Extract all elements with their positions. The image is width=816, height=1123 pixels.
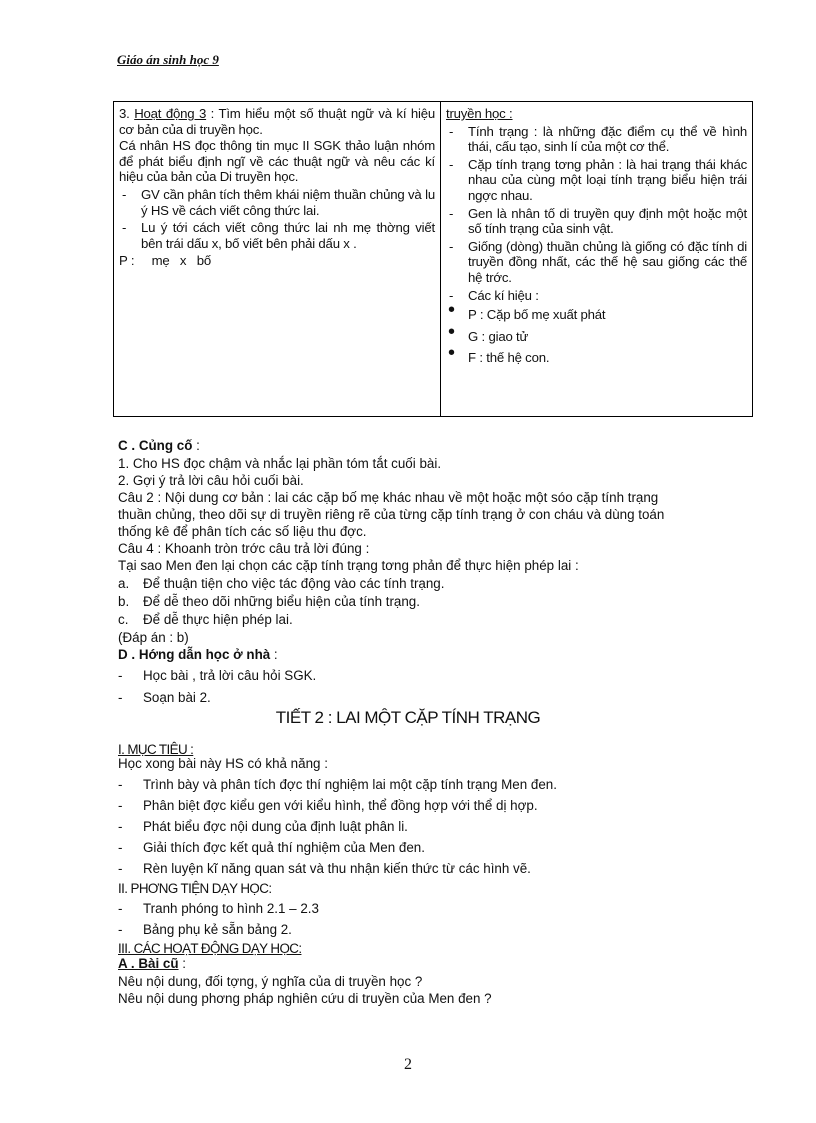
- symbol-item: • G : giao tử: [446, 329, 747, 345]
- symbol-item: • F : thế hệ con.: [446, 350, 747, 366]
- activity-link: Hoạt động 3: [134, 106, 207, 121]
- means-item: - Tranh phóng to hình 2.1 – 2.3: [118, 901, 319, 916]
- activity-instruction: Cá nhân HS đọc thông tin mục II SGK thảo luận nhóm để phát biểu định ngĩ về các thuật ngữ và nêu các kí hiệu của bản của Di truyền học.: [119, 138, 435, 185]
- old-lesson-heading-text: A . Bài cũ: [118, 956, 179, 971]
- list-item: - Lu ý tới cách viết công thức lai nh mẹ thờng viết bên trái dấu x, bố viết bên phải dấu x .: [119, 220, 435, 251]
- page-number: 2: [404, 1056, 412, 1073]
- cross-formula: P : mẹ x bố: [119, 253, 211, 269]
- old-lesson-question: Nêu nội dung phơng pháp nghiên cứu di truyền của Men đen ?: [118, 991, 492, 1006]
- heading-colon: :: [270, 647, 278, 662]
- quiz-option: [118, 612, 293, 628]
- terms-heading: truyền học :: [446, 106, 513, 121]
- term-item: - Tính trạng : là những đặc điểm cụ thể về hình thái, cấu tạo, sinh lí của một cơ thể.: [446, 124, 747, 155]
- homework-heading-text: D . Hớng dẫn học ở nhà: [118, 647, 271, 662]
- activity-number: 3.: [119, 106, 130, 121]
- option-letter: a.: [118, 576, 130, 591]
- objective-item: - Phát biểu đợc nội dung của định luật phân li.: [118, 819, 408, 834]
- quiz-question: Tại sao Men đen lại chọn các cặp tính trạng tơng phản để thực hiện phép lai :: [118, 558, 579, 573]
- consolidation-heading: [118, 438, 200, 454]
- objective-text: Giải thích đợc kết quả thí nghiệm của Men đen.: [143, 840, 425, 855]
- means-heading: II. PHƠNG TIỆN DẠY HỌC:: [118, 881, 272, 896]
- consolidation-item: 2. Gợi ý trả lời câu hỏi cuối bài.: [118, 473, 304, 488]
- table-left-cell: [114, 102, 441, 417]
- means-item: - Bảng phụ kẻ sẵn bảng 2.: [118, 922, 292, 937]
- option-letter: c.: [118, 612, 129, 627]
- heading-colon: :: [192, 438, 200, 453]
- term-item: - Cặp tính trạng tơng phản : là hai trạng thái khác nhau của cùng một loại tính trạng biểu hiện trái ngợc nhau.: [446, 157, 747, 204]
- means-text: Tranh phóng to hình 2.1 – 2.3: [143, 901, 319, 916]
- activities-heading: III. CÁC HOẠT ĐỘNG DẠY HỌC:: [118, 941, 302, 956]
- option-text: Để dễ theo dõi những biểu hiện của tính trạng.: [143, 594, 420, 609]
- objectives-intro: Học xong bài này HS có khả năng :: [118, 756, 328, 771]
- objective-item: - Rèn luyện kĩ năng quan sát và thu nhận kiến thức từ các hình vẽ.: [118, 861, 531, 876]
- list-item: - GV cần phân tích thêm khái niệm thuần chủng và lu ý HS về cách viết công thức lai.: [119, 187, 435, 218]
- objective-item: - Trình bày và phân tích đợc thí nghiệm lai một cặp tính trạng Men đen.: [118, 777, 557, 792]
- cau2-line: thống kê để phân tích các số liệu thu đợc.: [118, 524, 367, 539]
- objective-text: Phân biệt đợc kiểu gen với kiểu hình, thể đồng hợp với thể dị hợp.: [143, 798, 538, 813]
- old-lesson-heading: [118, 956, 186, 972]
- consolidation-item: 1. Cho HS đọc chậm và nhắc lại phần tóm tắt cuối bài.: [118, 456, 442, 471]
- homework-item-text: Soạn bài 2.: [143, 690, 211, 705]
- term-item: - Giống (dòng) thuần chủng là giống có đặc tính di truyền đồng nhất, các thế hệ sau giống các thế hệ trớc.: [446, 239, 747, 286]
- table-right-cell: [441, 102, 753, 417]
- consolidation-heading-text: C . Củng cố: [118, 438, 193, 453]
- homework-item-text: Học bài , trả lời câu hỏi SGK.: [143, 668, 317, 683]
- objective-item: - Giải thích đợc kết quả thí nghiệm của Men đen.: [118, 840, 425, 855]
- option-letter: b.: [118, 594, 130, 609]
- means-text: Bảng phụ kẻ sẵn bảng 2.: [143, 922, 292, 937]
- homework-item: - Soạn bài 2.: [118, 690, 211, 705]
- symbol-item: • P : Cặp bố mẹ xuất phát: [446, 307, 747, 323]
- activity-table: [113, 101, 753, 417]
- homework-item: - Học bài , trả lời câu hỏi SGK.: [118, 668, 317, 683]
- quiz-answer: (Đáp án : b): [118, 630, 189, 645]
- cau4-prompt: Câu 4 : Khoanh tròn trớc câu trả lời đúng :: [118, 541, 370, 556]
- old-lesson-question: Nêu nội dung, đối tợng, ý nghĩa của di truyền học ?: [118, 974, 423, 989]
- quiz-option: [118, 576, 444, 592]
- term-item: - Gen là nhân tố di truyền quy định một hoặc một số tính trạng của sinh vật.: [446, 206, 747, 237]
- objectives-heading: I. MỤC TIÊU :: [118, 742, 194, 757]
- activity-heading: [119, 106, 435, 137]
- cau2-line: Câu 2 : Nội dung cơ bản : lai các cặp bố mẹ khác nhau về một hoặc một sóo cặp tính trạng: [118, 490, 659, 505]
- page-header: Giáo án sinh học 9: [117, 52, 219, 67]
- objective-text: Phát biểu đợc nội dung của định luật phân li.: [143, 819, 408, 834]
- homework-heading: [118, 647, 278, 663]
- option-text: Để dễ thực hiện phép lai.: [143, 612, 293, 627]
- cau2-line: thuần chủng, theo dõi sự di truyền riêng rẽ của từng cặp tính trạng ở con cháu và dùng toán: [118, 507, 665, 522]
- term-item: - Các kí hiệu :: [446, 288, 747, 304]
- quiz-option: [118, 594, 420, 610]
- heading-colon: :: [178, 956, 186, 971]
- objective-text: Trình bày và phân tích đợc thí nghiệm lai một cặp tính trạng Men đen.: [143, 777, 557, 792]
- option-text: Để thuận tiện cho việc tác động vào các tính trạng.: [143, 576, 445, 591]
- activity-description: : Tìm hiểu một số thuật ngữ và kí hiệu cơ bản của di truyền học.: [119, 106, 436, 137]
- objective-text: Rèn luyện kĩ năng quan sát và thu nhận kiến thức từ các hình vẽ.: [143, 861, 531, 876]
- lesson-title: TIẾT 2 : LAI MỘT CẶP TÍNH TRẠNG: [275, 708, 541, 727]
- objective-item: - Phân biệt đợc kiểu gen với kiểu hình, thể đồng hợp với thể dị hợp.: [118, 798, 538, 813]
